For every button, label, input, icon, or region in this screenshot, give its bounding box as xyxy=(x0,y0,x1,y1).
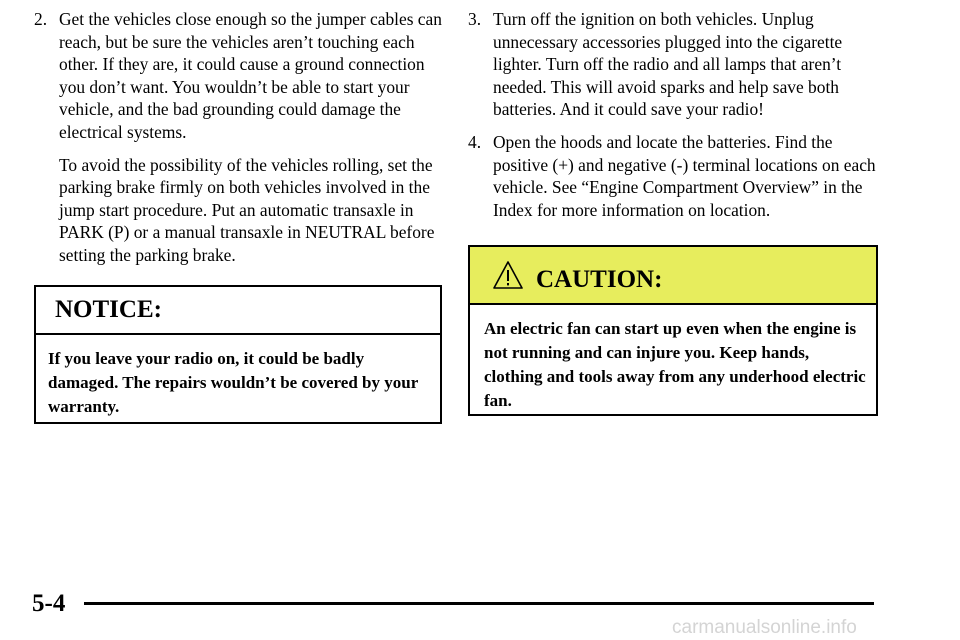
warning-triangle-icon xyxy=(492,259,524,291)
caution-box xyxy=(468,245,878,416)
step-3-text: Turn off the ignition on both vehicles. Unplug unnecessary accessories plugged into the cigarette lighter. Turn off the radio and all lamps that aren’t needed. This will avoid sparks and help save both batteries. And it could save your radio! xyxy=(493,9,843,120)
right-column xyxy=(468,8,878,231)
notice-box xyxy=(34,285,442,424)
step-4-text: Open the hoods and locate the batteries. Find the positive (+) and negative (-) terminal locations on each vehicle. See “Engine Compartment Overview” in the Index for more information on location. xyxy=(493,131,876,220)
caution-body: An electric fan can start up even when the engine is not running and can injure you. Keep hands, clothing and tools away from any underhood electric fan. xyxy=(484,319,866,410)
step-3-number: 3. xyxy=(468,9,482,29)
step-2-paragraph-2: To avoid the possibility of the vehicles rolling, set the parking brake firmly on both vehicles involved in the jump start procedure. Put an automatic transaxle in PARK (P) or a manual transaxle in NEUTRAL before setting the parking brake. xyxy=(59,154,435,265)
notice-title: NOTICE: xyxy=(55,296,162,323)
watermark: carmanualsonline.info xyxy=(672,617,857,638)
footer-divider xyxy=(84,602,874,605)
step-4 xyxy=(468,131,878,221)
notice-body: If you leave your radio on, it could be badly damaged. The repairs wouldn’t be covered by your warranty. xyxy=(48,349,418,416)
step-3 xyxy=(468,8,878,121)
step-2-paragraph-1: Get the vehicles close enough so the jumper cables can reach, but be sure the vehicles aren’t touching each other. If they are, it could cause a ground connection you don’t want. You wouldn’t be able to start your vehicle, and the bad grounding could damage the electrical systems. xyxy=(59,9,442,142)
step-2 xyxy=(34,8,442,267)
step-2-number: 2. xyxy=(34,9,48,29)
caution-title: CAUTION: xyxy=(536,266,663,293)
notice-header xyxy=(36,287,440,335)
step-4-number: 4. xyxy=(468,131,482,152)
left-column xyxy=(34,8,442,277)
page-number: 5-4 xyxy=(32,590,66,617)
caution-header xyxy=(470,247,876,305)
